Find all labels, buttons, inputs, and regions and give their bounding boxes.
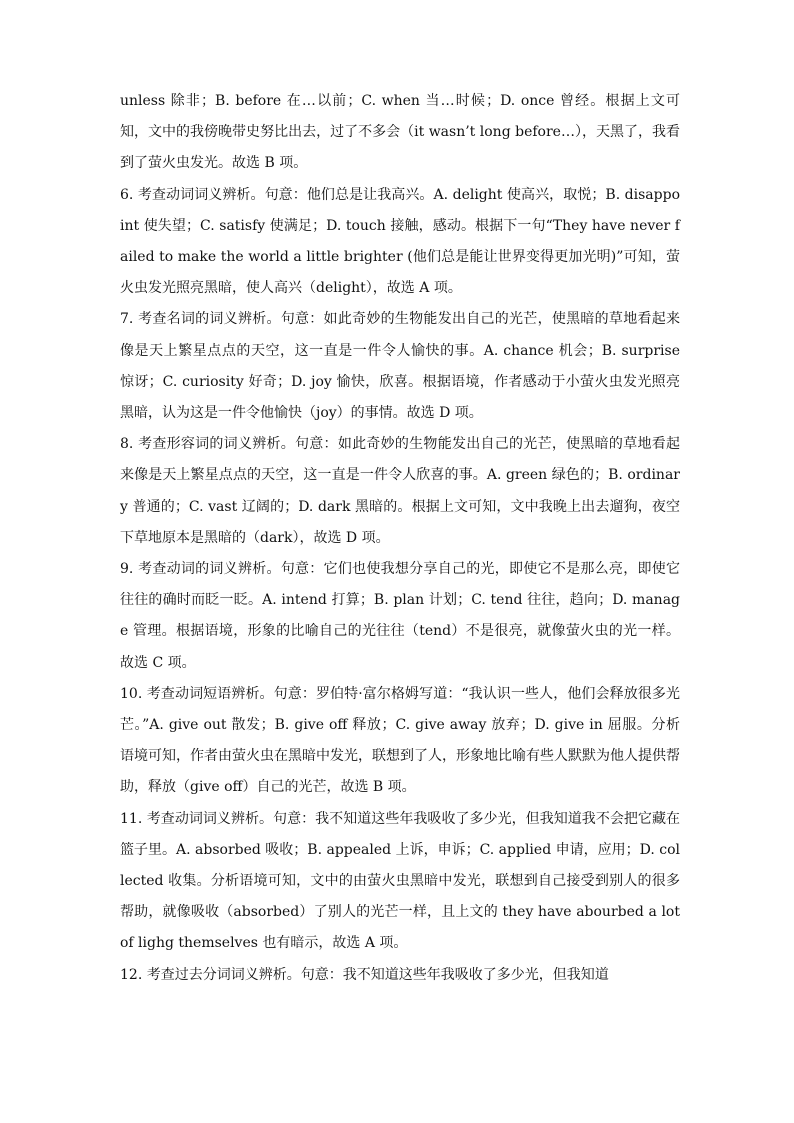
paragraph-item-8: 8. 考查形容词的词义辨析。句意：如此奇妙的生物能发出自己的光芒，使黑暗的草地看起来像是天上繁星点点的天空，这一直是一件令人欣喜的事。A. green 绿色的；B. ordinary 普通的；C. vast 辽阔的；D. dark 黑暗的。根据上文可知，文中我晚上出去遛狗，夜空下草地原本是黑暗的（dark），故选 D 项。 — [120, 436, 680, 546]
paragraph-continuation-5: unless 除非；B. before 在…以前；C. when 当…时候；D. once 曾经。根据上文可知，文中的我傍晚带史努比出去，过了不多会（it wasn’t long before…），天黑了，我看到了萤火虫发光。故选 B 项。 — [120, 93, 680, 172]
paragraph-item-6: 6. 考查动词词义辨析。句意：他们总是让我高兴。A. delight 使高兴，取悦；B. disappoint 使失望；C. satisfy 使满足；D. touch 接触，感动。根据下一句“They have never failed to make the world a little brighter (他们总是能让世界变得更加光明)”可知，萤火虫发光照亮黑暗，使人高兴（delight），故选 A 项。 — [120, 186, 680, 297]
answer-explanations — [120, 86, 680, 991]
paragraph-item-7: 7. 考查名词的词义辨析。句意：如此奇妙的生物能发出自己的光芒，使黑暗的草地看起来像是天上繁星点点的天空，这一直是一件令人愉快的事。A. chance 机会；B. surprise 惊讶；C. curiosity 好奇；D. joy 愉快，欣喜。根据语境，作者感动于小萤火虫发光照亮黑暗，认为这是一件令他愉快（joy）的事情。故选 D 项。 — [120, 311, 680, 422]
paragraph-item-10: 10. 考查动词短语辨析。句意：罗伯特·富尔格姆写道：“我认识一些人，他们会释放很多光芒。”A. give out 散发；B. give off 释放；C. give away 放弃；D. give in 屈服。分析语境可知，作者由萤火虫在黑暗中发光，联想到了人，形象地比喻有些人默默为他人提供帮助，释放（give off）自己的光芒，故选 B 项。 — [120, 685, 680, 796]
paragraph-item-11: 11. 考查动词词义辨析。句意：我不知道这些年我吸收了多少光，但我知道我不会把它藏在篮子里。A. absorbed 吸收；B. appealed 上诉，申诉；C. applied 申请，应用；D. collected 收集。分析语境可知，文中的由萤火虫黑暗中发光，联想到自己接受到别人的很多帮助，就像吸收（absorbed）了别人的光芒一样，且上文的 they have abourbed a lot of lighg themselves 也有暗示，故选 A 项。 — [120, 810, 680, 952]
paragraph-item-9: 9. 考查动词的词义辨析。句意：它们也使我想分享自己的光，即使它不是那么亮，即使它往往的确时而眨一眨。A. intend 打算；B. plan 计划；C. tend 往往，趋向；D. manage 管理。根据语境，形象的比喻自己的光往往（tend）不是很亮，就像萤火虫的光一样。故选 C 项。 — [120, 561, 680, 671]
paragraph-item-12: 12. 考查过去分词词义辨析。句意：我不知道这些年我吸收了多少光，但我知道 — [120, 966, 609, 983]
